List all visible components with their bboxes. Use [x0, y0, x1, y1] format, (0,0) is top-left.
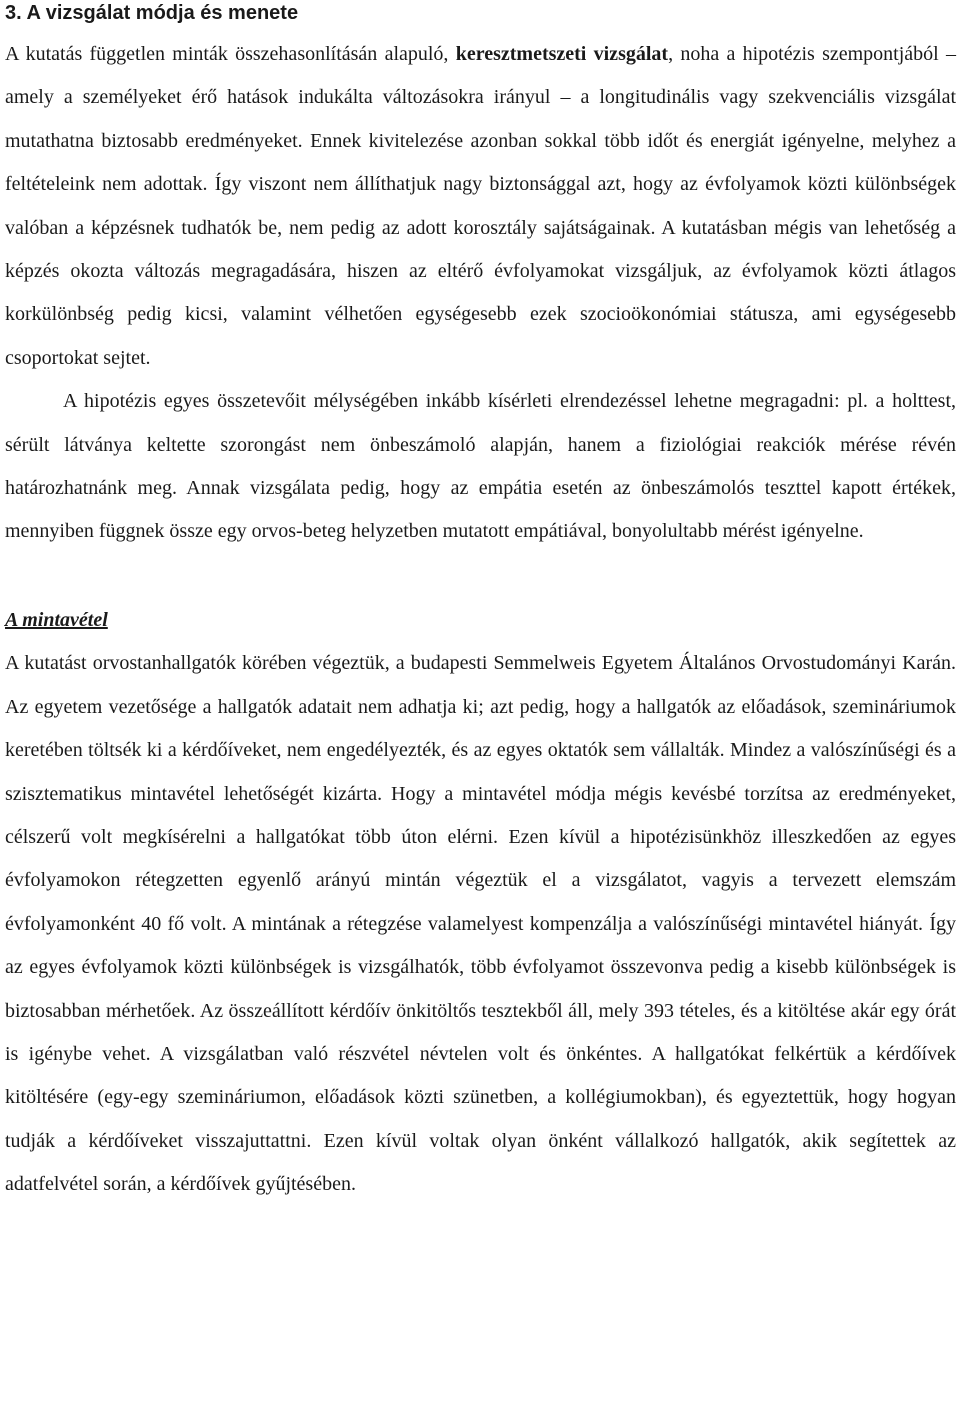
paragraph-text: , noha a hipotézis szempontjából – amely a személyeket érő hatások indukálta változásokra irányul – a longitudinális vagy szekvenciális vizsgálat mutathatna biztosabb eredményeket. Ennek kivitelezése azonban sokkal több időt és energiát igényelne, melyhez a feltételeink nem adottak. Így viszont nem állíthatjuk nagy biztonsággal azt, hogy az évfolyamok közti különbségek valóban a képzésnek tudhatók be, nem pedig az adott korosztály sajátságainak. A kutatásban mégis van lehetőség a képzés okozta változás megragadására, hiszen az eltérő évfolyamokat vizsgáljuk, az évfolyamok közti átlagos korkülönbség pedig kicsi, valamint vélhetően egységesebb ezek szocioökonómiai státusza, ami egységesebb csoportokat sejtet.: [5, 43, 956, 369]
paragraph-methodology: [5, 33, 956, 380]
paragraph-sampling: A kutatást orvostanhallgatók körében végeztük, a budapesti Semmelweis Egyetem Általános Orvostudományi Karán. Az egyetem vezetősége a hallgatók adatait nem adhatja ki; azt pedig, hogy a hallgatók az előadások, szemináriumok keretében töltsék ki a kérdőíveket, nem engedélyezték, és az egyes oktatók sem vállalták. Mindez a valószínűségi és a szisztematikus mintavétel lehetőségét kizárta. Hogy a mintavétel módja mégis kevésbé torzítsa az eredményeket, célszerű volt megkísérelni a hallgatókat több úton elérni. Ezen kívül a hipotézisünkhöz illeszkedően az egyes évfolyamokon rétegzetten egyenlő arányú mintán végeztük el a vizsgálatot, vagyis a tervezett elemszám évfolyamonként 40 fő volt. A mintának a rétegzése valamelyest kompenzálja a valószínűségi mintavétel hiányát. Így az egyes évfolyamok közti különbségek is vizsgálhatók, több évfolyamot összevonva pedig a kisebb különbségek is biztosabban mérhetőek. Az összeállított kérdőív önkitöltős tesztekből áll, mely 393 tételes, és a kitöltése akár egy órát is igénybe vehet. A vizsgálatban való részvétel névtelen volt és önkéntes. A hallgatókat felkértük a kérdőívek kitöltésére (egy-egy szemináriumon, előadások közti szünetben, a kollégiumokban), és egyeztettük, hogy hogyan tudják a kérdőíveket visszajuttattni. Ezen kívül voltak olyan önként vállalkozó hallgatók, akik segítettek az adatfelvétel során, a kérdőívek gyűjtésében.: [5, 652, 956, 1196]
emphasized-term: keresztmetszeti vizsgálat: [455, 43, 669, 65]
subsection-heading: A mintavétel: [5, 608, 108, 631]
document-page: [5, 0, 956, 1207]
paragraph-hypothesis: A hipotézis egyes összetevőit mélységében inkább kísérleti elrendezéssel lehetne megragadni: pl. a holttest, sérült látványa keltette szorongást nem önbeszámoló alapján, hanem a fiziológiai reakciók mérése révén határozhatnánk meg. Annak vizsgálata pedig, hogy az empátia esetén az önbeszámolós teszttel kapott értékek, mennyiben függnek össze egy orvos-beteg helyzetben mutatott empátiával, bonyolultabb mérést igényelne.: [5, 390, 956, 543]
paragraph-text: A kutatás független minták összehasonlításán alapuló,: [5, 43, 456, 65]
section-heading: 3. A vizsgálat módja és menete: [5, 2, 299, 24]
